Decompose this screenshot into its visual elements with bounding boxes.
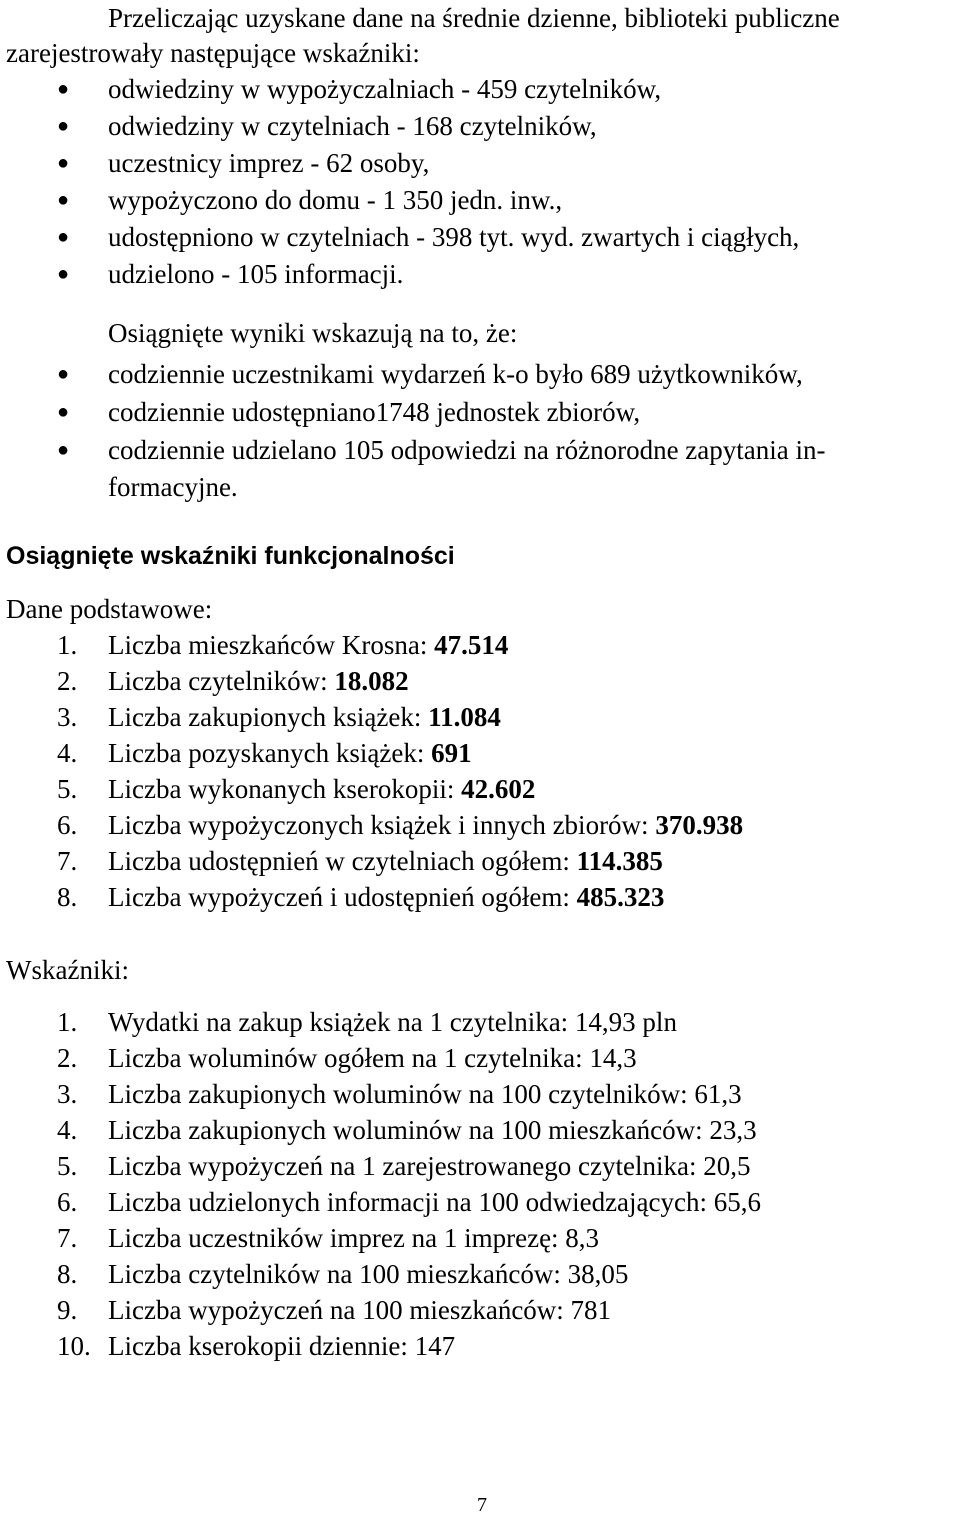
list-number: 5. (57, 1151, 78, 1181)
list-number: 10. (57, 1331, 91, 1361)
basic-item-label: Liczba czytelników: (108, 666, 335, 696)
indicators-label: Wskaźniki: (6, 955, 129, 985)
bullet-icon: ● (57, 152, 70, 174)
intro-bullet: udzielono - 105 informacji. (108, 259, 404, 289)
indicator-item: Liczba woluminów ogółem na 1 czytelnika: 14,3 (108, 1043, 637, 1073)
bullet-icon: ● (57, 263, 70, 285)
indicator-item: Liczba udzielonych informacji na 100 odwiedzających: 65,6 (108, 1187, 761, 1217)
list-number: 4. (57, 738, 78, 768)
list-number: 8. (57, 1259, 78, 1289)
list-number: 1. (57, 1007, 78, 1037)
results-bullet: codziennie udzielano 105 odpowiedzi na różnorodne zapytania in- (108, 435, 826, 465)
basic-item-value: 11.084 (428, 702, 501, 732)
intro-line-2: zarejestrowały następujące wskaźniki: (6, 38, 420, 68)
bullet-icon: ● (57, 439, 70, 461)
list-number: 3. (57, 702, 78, 732)
bullet-icon: ● (57, 189, 70, 211)
list-number: 7. (57, 846, 78, 876)
results-lead: Osiągnięte wyniki wskazują na to, że: (108, 318, 518, 348)
basic-item-value: 114.385 (576, 846, 663, 876)
indicator-item: Liczba uczestników imprez na 1 imprezę: 8,3 (108, 1223, 600, 1253)
basic-item-value: 691 (431, 738, 472, 768)
basic-item-label: Liczba wypożyczonych książek i innych zbiorów: (108, 810, 656, 840)
basic-item (108, 735, 472, 771)
basic-item-label: Liczba udostępnień w czytelniach ogółem: (108, 846, 577, 876)
list-number: 4. (57, 1115, 78, 1145)
list-number: 2. (57, 1043, 78, 1073)
intro-bullet: odwiedziny w wypożyczalniach - 459 czytelników, (108, 74, 662, 104)
list-number: 1. (57, 630, 78, 660)
list-number: 7. (57, 1223, 78, 1253)
bullet-icon: ● (57, 78, 70, 100)
basic-item (108, 807, 743, 843)
basic-item (108, 627, 508, 663)
intro-bullet: uczestnicy imprez - 62 osoby, (108, 148, 430, 178)
basic-item-value: 47.514 (434, 630, 509, 660)
bullet-icon: ● (57, 226, 70, 248)
results-continuation: formacyjne. (108, 472, 238, 502)
intro-bullet: wypożyczono do domu - 1 350 jedn. inw., (108, 185, 563, 215)
basic-item (108, 843, 663, 879)
list-number: 9. (57, 1295, 78, 1325)
list-number: 6. (57, 1187, 78, 1217)
basic-item (108, 771, 535, 807)
basic-item-label: Liczba zakupionych książek: (108, 702, 429, 732)
indicator-item: Liczba wypożyczeń na 1 zarejestrowanego czytelnika: 20,5 (108, 1151, 751, 1181)
basic-label: Dane podstawowe: (6, 594, 213, 624)
indicator-item: Liczba kserokopii dziennie: 147 (108, 1331, 456, 1361)
list-number: 2. (57, 666, 78, 696)
page-number: 7 (477, 1494, 487, 1516)
basic-item-label: Liczba mieszkańców Krosna: (108, 630, 435, 660)
indicator-item: Liczba zakupionych woluminów na 100 mieszkańców: 23,3 (108, 1115, 757, 1145)
intro-bullet: odwiedziny w czytelniach - 168 czytelników, (108, 111, 597, 141)
basic-item (108, 663, 409, 699)
intro-line-1: Przeliczając uzyskane dane na średnie dzienne, biblioteki publiczne (108, 3, 840, 33)
list-number: 5. (57, 774, 78, 804)
indicator-item: Wydatki na zakup książek na 1 czytelnika: 14,93 pln (108, 1007, 677, 1037)
list-number: 8. (57, 882, 78, 912)
results-bullet: codziennie udostępniano1748 jednostek zbiorów, (108, 397, 641, 427)
indicator-item: Liczba zakupionych woluminów na 100 czytelników: 61,3 (108, 1079, 742, 1109)
basic-item-label: Liczba wykonanych kserokopii: (108, 774, 462, 804)
basic-item-value: 42.602 (461, 774, 536, 804)
indicator-item: Liczba czytelników na 100 mieszkańców: 38,05 (108, 1259, 629, 1289)
basic-item-value: 370.938 (655, 810, 744, 840)
list-number: 6. (57, 810, 78, 840)
bullet-icon: ● (57, 115, 70, 137)
list-number: 3. (57, 1079, 78, 1109)
section-title: Osiągnięte wskaźniki funkcjonalności (6, 542, 455, 570)
bullet-icon: ● (57, 401, 70, 423)
results-bullet: codziennie uczestnikami wydarzeń k-o było 689 użytkowników, (108, 359, 803, 389)
intro-bullet: udostępniono w czytelniach - 398 tyt. wyd. zwartych i ciągłych, (108, 222, 800, 252)
basic-item (108, 879, 664, 915)
basic-item-label: Liczba wypożyczeń i udostępnień ogółem: (108, 882, 577, 912)
indicator-item: Liczba wypożyczeń na 100 mieszkańców: 781 (108, 1295, 612, 1325)
bullet-icon: ● (57, 363, 70, 385)
basic-item-value: 18.082 (334, 666, 409, 696)
basic-item-value: 485.323 (576, 882, 665, 912)
basic-item-label: Liczba pozyskanych książek: (108, 738, 432, 768)
basic-item (108, 699, 501, 735)
